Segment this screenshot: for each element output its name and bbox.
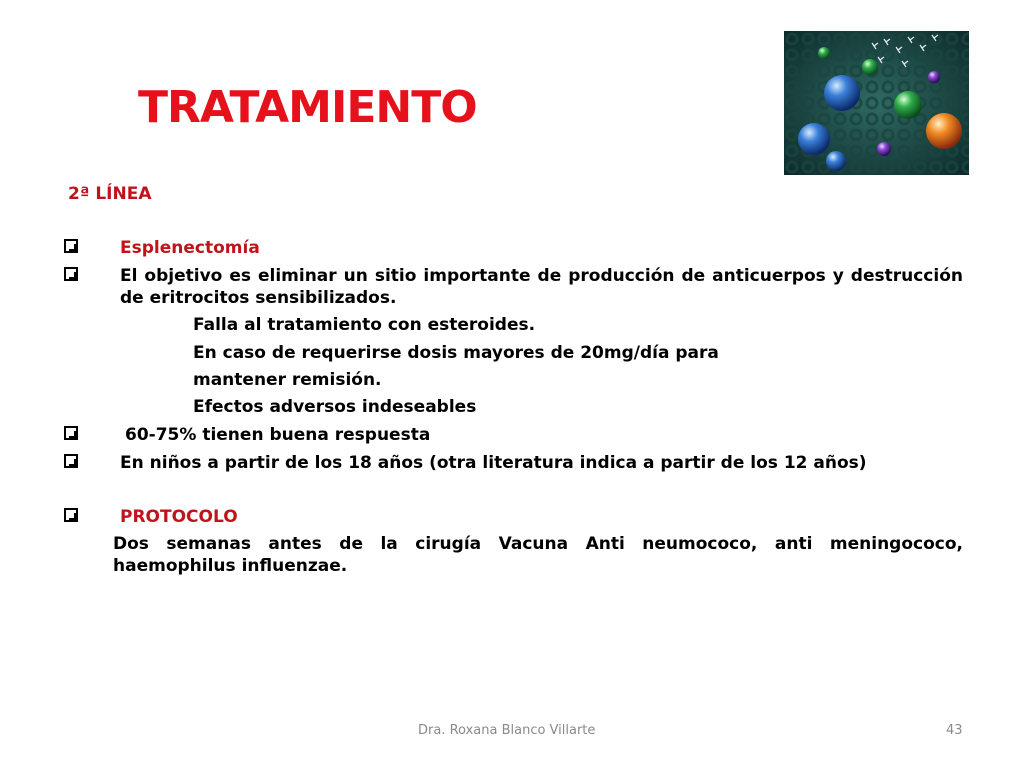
protocol-text: Dos semanas antes de la cirugía Vacuna Anti neumococo, anti meningococo, haemophilus influenzae.: [113, 534, 963, 576]
bullet-esplenectomia: Esplenectomía: [120, 238, 260, 258]
checkbox-bullet-icon: [64, 426, 78, 440]
blood-cells-image: [784, 31, 969, 175]
indication-line: Falla al tratamiento con esteroides.: [193, 315, 536, 335]
checkbox-bullet-icon: [64, 454, 78, 468]
section-subtitle: 2ª LÍNEA: [68, 184, 152, 204]
page-number: 43: [946, 723, 963, 738]
slide-title: TRATAMIENTO: [138, 82, 477, 133]
indication-line: Efectos adversos indeseables: [193, 397, 477, 417]
checkbox-bullet-icon: [64, 239, 78, 253]
bullet-protocol: PROTOCOLO: [120, 507, 238, 527]
bullet-objective: El objetivo es eliminar un sitio importante de producción de anticuerpos y destrucción de eritrocitos sensibilizados.: [120, 266, 963, 308]
checkbox-bullet-icon: [64, 267, 78, 281]
checkbox-bullet-icon: [64, 508, 78, 522]
footer-author: Dra. Roxana Blanco Villarte: [418, 723, 596, 738]
indication-line: mantener remisión.: [193, 370, 382, 390]
bullet-response-rate: 60-75% tienen buena respuesta: [125, 425, 431, 445]
bullet-children-age: En niños a partir de los 18 años (otra literatura indica a partir de los 12 años): [120, 453, 867, 473]
indication-line: En caso de requerirse dosis mayores de 20mg/día para: [193, 343, 719, 363]
